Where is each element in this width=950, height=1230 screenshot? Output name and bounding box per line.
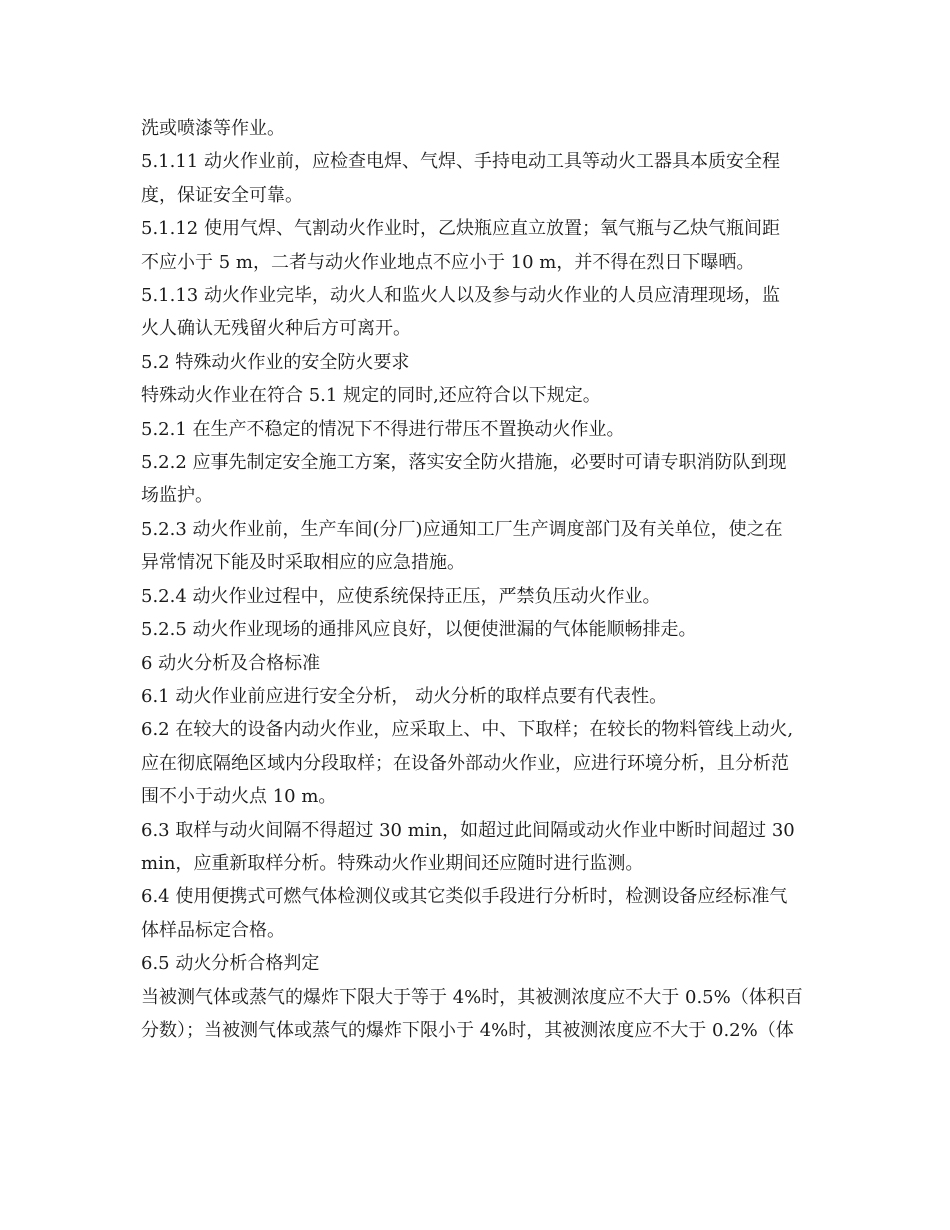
section-heading: 6 动火分析及合格标准 — [141, 652, 321, 674]
text-line: 火人确认无残留火种后方可离开。 — [141, 318, 411, 340]
section-heading: 5.2 特殊动火作业的安全防火要求 — [141, 351, 410, 373]
text-line: 体样品标定合格。 — [141, 919, 285, 941]
text-line: 分数）；当被测气体或蒸气的爆炸下限小于 4%时，其被测浓度应不大于 0.2%（体 — [141, 1019, 794, 1041]
text-line: 6.4 使用便携式可燃气体检测仪或其它类似手段进行分析时，检测设备应经标准气 — [141, 886, 788, 908]
text-line: 不应小于 5 m，二者与动火作业地点不应小于 10 m，并不得在烈日下曝晒。 — [141, 251, 755, 273]
text-line: 围不小于动火点 10 m。 — [141, 786, 337, 808]
text-line: 5.2.1 在生产不稳定的情况下不得进行带压不置换动火作业。 — [141, 418, 625, 440]
text-line: 5.2.2 应事先制定安全施工方案，落实安全防火措施，必要时可请专职消防队到现 — [141, 452, 787, 474]
text-line: 5.1.13 动火作业完毕，动火人和监火人以及参与动火作业的人员应清理现场，监 — [141, 285, 780, 307]
text-line: 5.1.11 动火作业前，应检查电焊、气焊、手持电动工具等动火工器具本质安全程 — [141, 151, 780, 173]
text-line: 异常情况下能及时采取相应的应急措施。 — [141, 552, 465, 574]
text-line: 场监护。 — [141, 485, 213, 507]
text-line: 5.1.12 使用气焊、气割动火作业时，乙炔瓶应直立放置；氧气瓶与乙炔气瓶间距 — [141, 218, 780, 240]
text-line: 5.2.5 动火作业现场的通排风应良好，以便使泄漏的气体能顺畅排走。 — [141, 619, 697, 641]
text-line: 度，保证安全可靠。 — [141, 184, 303, 206]
text-line: 应在彻底隔绝区域内分段取样；在设备外部动火作业，应进行环境分析，且分析范 — [141, 752, 789, 774]
text-line: 当被测气体或蒸气的爆炸下限大于等于 4%时，其被测浓度应不大于 0.5%（体积百 — [141, 986, 803, 1008]
document-body — [141, 112, 821, 1047]
text-line: 特殊动火作业在符合 5.1 规定的同时,还应符合以下规定。 — [141, 385, 601, 407]
text-line: 6.2 在较大的设备内动火作业，应采取上、中、下取样；在较长的物料管线上动火, — [141, 719, 794, 741]
section-heading: 6.5 动火分析合格判定 — [141, 953, 320, 975]
text-line: 6.3 取样与动火间隔不得超过 30 min，如超过此间隔或动火作业中断时间超过 30 — [141, 819, 795, 841]
text-line: min，应重新取样分析。特殊动火作业期间还应随时进行监测。 — [141, 852, 644, 874]
text-line: 5.2.4 动火作业过程中，应使系统保持正压，严禁负压动火作业。 — [141, 585, 661, 607]
text-line: 洗或喷漆等作业。 — [141, 118, 285, 139]
text-line: 6.1 动火作业前应进行安全分析， 动火分析的取样点要有代表性。 — [141, 685, 668, 707]
text-line: 5.2.3 动火作业前，生产车间(分厂)应通知工厂生产调度部门及有关单位，使之在 — [141, 518, 783, 540]
